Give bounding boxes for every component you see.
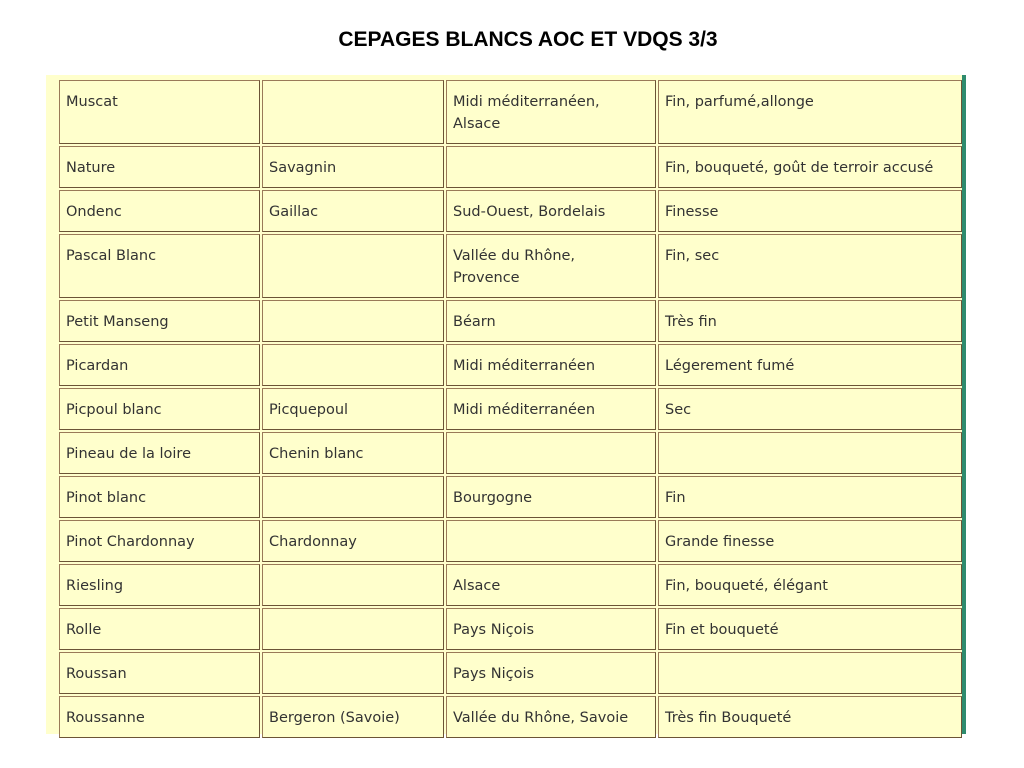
cell-synonyme bbox=[262, 476, 444, 518]
grape-table-body bbox=[59, 80, 962, 738]
table-row bbox=[59, 146, 962, 188]
cell-caractere: Fin, parfumé,allonge bbox=[658, 80, 962, 144]
table-row bbox=[59, 608, 962, 650]
table-row bbox=[59, 190, 962, 232]
cell-region bbox=[446, 432, 656, 474]
cell-cepage: Pinot blanc bbox=[59, 476, 260, 518]
cell-caractere bbox=[658, 652, 962, 694]
cell-caractere: Fin, bouqueté, goût de terroir accusé bbox=[658, 146, 962, 188]
table-row bbox=[59, 80, 962, 144]
cell-cepage: Rolle bbox=[59, 608, 260, 650]
cell-synonyme: Bergeron (Savoie) bbox=[262, 696, 444, 738]
cell-region: Pays Niçois bbox=[446, 652, 656, 694]
cell-cepage: Petit Manseng bbox=[59, 300, 260, 342]
cell-caractere: Très fin bbox=[658, 300, 962, 342]
table-row bbox=[59, 476, 962, 518]
cell-region: Pays Niçois bbox=[446, 608, 656, 650]
cell-region: Béarn bbox=[446, 300, 656, 342]
cell-synonyme bbox=[262, 564, 444, 606]
cell-caractere bbox=[658, 432, 962, 474]
cell-synonyme: Savagnin bbox=[262, 146, 444, 188]
cell-region: Vallée du Rhône, Provence bbox=[446, 234, 656, 298]
page-title: CEPAGES BLANCS AOC ET VDQS 3/3 bbox=[338, 28, 718, 51]
cell-synonyme: Gaillac bbox=[262, 190, 444, 232]
table-row bbox=[59, 520, 962, 562]
cell-region: Sud-Ouest, Bordelais bbox=[446, 190, 656, 232]
cell-cepage: Pascal Blanc bbox=[59, 234, 260, 298]
cell-cepage: Pineau de la loire bbox=[59, 432, 260, 474]
cell-cepage: Roussan bbox=[59, 652, 260, 694]
table-row bbox=[59, 388, 962, 430]
cell-synonyme bbox=[262, 234, 444, 298]
cell-synonyme bbox=[262, 652, 444, 694]
cell-caractere: Fin, sec bbox=[658, 234, 962, 298]
cell-region: Midi méditerranéen bbox=[446, 344, 656, 386]
cell-caractere: Légerement fumé bbox=[658, 344, 962, 386]
table-row bbox=[59, 564, 962, 606]
cell-synonyme: Chenin blanc bbox=[262, 432, 444, 474]
cell-region bbox=[446, 520, 656, 562]
table-row bbox=[59, 234, 962, 298]
table-row bbox=[59, 300, 962, 342]
cell-caractere: Fin et bouqueté bbox=[658, 608, 962, 650]
cell-cepage: Riesling bbox=[59, 564, 260, 606]
cell-cepage: Picpoul blanc bbox=[59, 388, 260, 430]
table-row bbox=[59, 344, 962, 386]
cell-region: Midi méditerranéen, Alsace bbox=[446, 80, 656, 144]
cell-cepage: Roussanne bbox=[59, 696, 260, 738]
grape-table bbox=[57, 78, 964, 740]
cell-synonyme bbox=[262, 344, 444, 386]
cell-synonyme bbox=[262, 300, 444, 342]
table-row bbox=[59, 652, 962, 694]
cell-caractere: Grande finesse bbox=[658, 520, 962, 562]
cell-cepage: Pinot Chardonnay bbox=[59, 520, 260, 562]
cell-synonyme bbox=[262, 80, 444, 144]
cell-caractere: Très fin Bouqueté bbox=[658, 696, 962, 738]
cell-region: Vallée du Rhône, Savoie bbox=[446, 696, 656, 738]
cell-synonyme bbox=[262, 608, 444, 650]
cell-region bbox=[446, 146, 656, 188]
cell-cepage: Nature bbox=[59, 146, 260, 188]
cell-region: Midi méditerranéen bbox=[446, 388, 656, 430]
cell-synonyme: Chardonnay bbox=[262, 520, 444, 562]
cell-cepage: Ondenc bbox=[59, 190, 260, 232]
cell-region: Bourgogne bbox=[446, 476, 656, 518]
cell-caractere: Fin bbox=[658, 476, 962, 518]
cell-region: Alsace bbox=[446, 564, 656, 606]
cell-caractere: Finesse bbox=[658, 190, 962, 232]
cell-caractere: Sec bbox=[658, 388, 962, 430]
cell-caractere: Fin, bouqueté, élégant bbox=[658, 564, 962, 606]
cell-synonyme: Picquepoul bbox=[262, 388, 444, 430]
table-row bbox=[59, 696, 962, 738]
cell-cepage: Muscat bbox=[59, 80, 260, 144]
cell-cepage: Picardan bbox=[59, 344, 260, 386]
table-row bbox=[59, 432, 962, 474]
